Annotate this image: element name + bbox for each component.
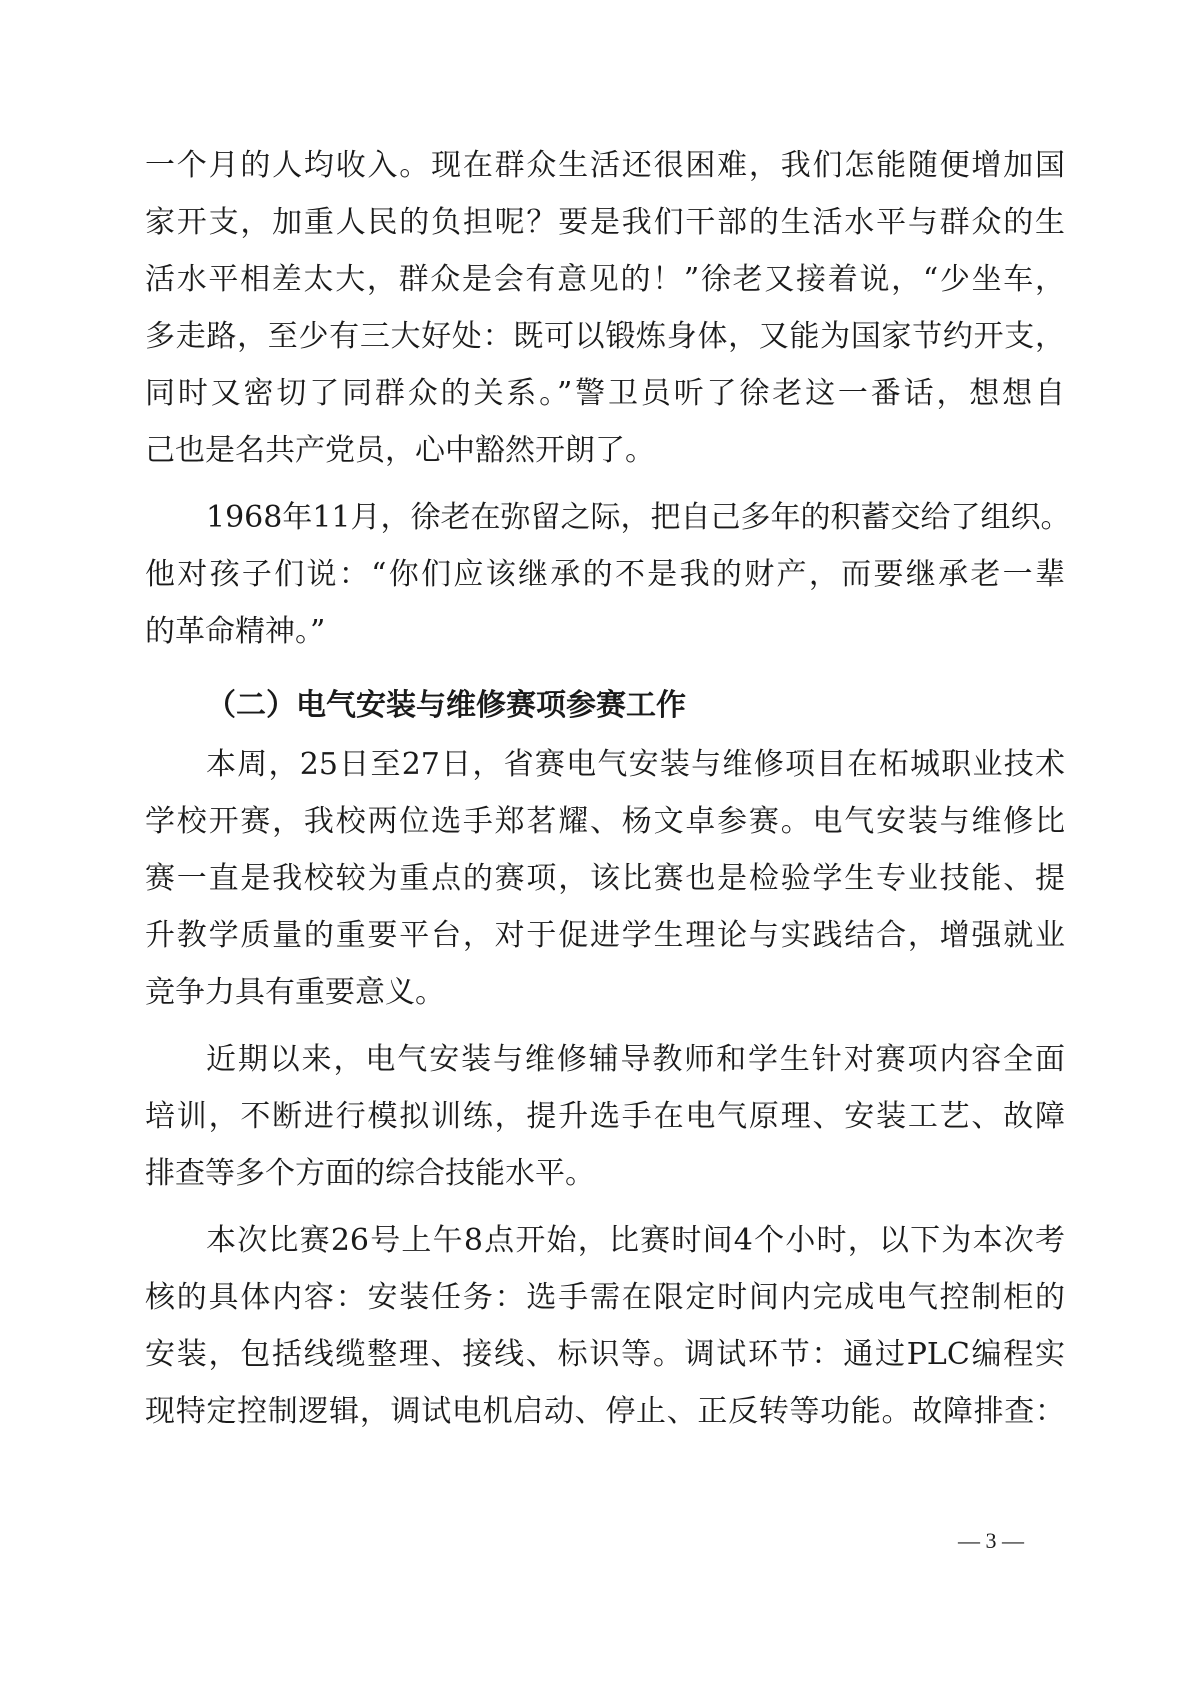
body-text-line: 家开支，加重人民的负担呢？要是我们干部的生活水平与群众的生 xyxy=(145,205,1065,240)
body-text-line: 多走路，至少有三大好处：既可以锻炼身体，又能为国家节约开支， xyxy=(145,319,1065,354)
page-number: — 3 — xyxy=(958,1528,1024,1553)
body-text-line: 近期以来，电气安装与维修辅导教师和学生针对赛项内容全面 xyxy=(206,1042,1065,1077)
body-text-line: 1968年11月，徐老在弥留之际，把自己多年的积蓄交给了组织。 xyxy=(206,500,1071,535)
body-text-line: 升教学质量的重要平台，对于促进学生理论与实践结合，增强就业 xyxy=(145,918,1065,953)
body-text-line: 本周，25日至27日，省赛电气安装与维修项目在柘城职业技术 xyxy=(206,747,1065,782)
body-text-line: 安装，包括线缆整理、接线、标识等。调试环节：通过PLC编程实 xyxy=(145,1337,1065,1372)
body-text-line: 己也是名共产党员，心中豁然开朗了。 xyxy=(145,433,655,468)
body-text-line: 赛一直是我校较为重点的赛项，该比赛也是检验学生专业技能、提 xyxy=(145,861,1065,896)
body-text-line: 一个月的人均收入。现在群众生活还很困难，我们怎能随便增加国 xyxy=(145,148,1065,183)
body-text-line: 的革命精神。” xyxy=(145,614,326,649)
body-text-line: 排查等多个方面的综合技能水平。 xyxy=(145,1156,595,1191)
body-text-line: 活水平相差太大，群众是会有意见的！”徐老又接着说，“少坐车， xyxy=(145,262,1065,297)
body-text-line: 核的具体内容：安装任务：选手需在限定时间内完成电气控制柜的 xyxy=(145,1280,1065,1315)
body-text-line: 本次比赛26号上午8点开始，比赛时间4个小时，以下为本次考 xyxy=(206,1223,1065,1258)
body-text-line: 学校开赛，我校两位选手郑茗耀、杨文卓参赛。电气安装与维修比 xyxy=(145,804,1065,839)
body-text-line: 同时又密切了同群众的关系。”警卫员听了徐老这一番话，想想自 xyxy=(145,376,1065,411)
body-text-line: 他对孩子们说：“你们应该继承的不是我的财产，而要继承老一辈 xyxy=(145,557,1065,592)
body-text-line: 现特定控制逻辑，调试电机启动、停止、正反转等功能。故障排查： xyxy=(145,1394,1065,1429)
body-text-line: 竞争力具有重要意义。 xyxy=(145,975,445,1010)
body-text-line: 培训，不断进行模拟训练，提升选手在电气原理、安装工艺、故障 xyxy=(145,1099,1065,1134)
section-heading: （二）电气安装与维修赛项参赛工作 xyxy=(206,688,686,723)
